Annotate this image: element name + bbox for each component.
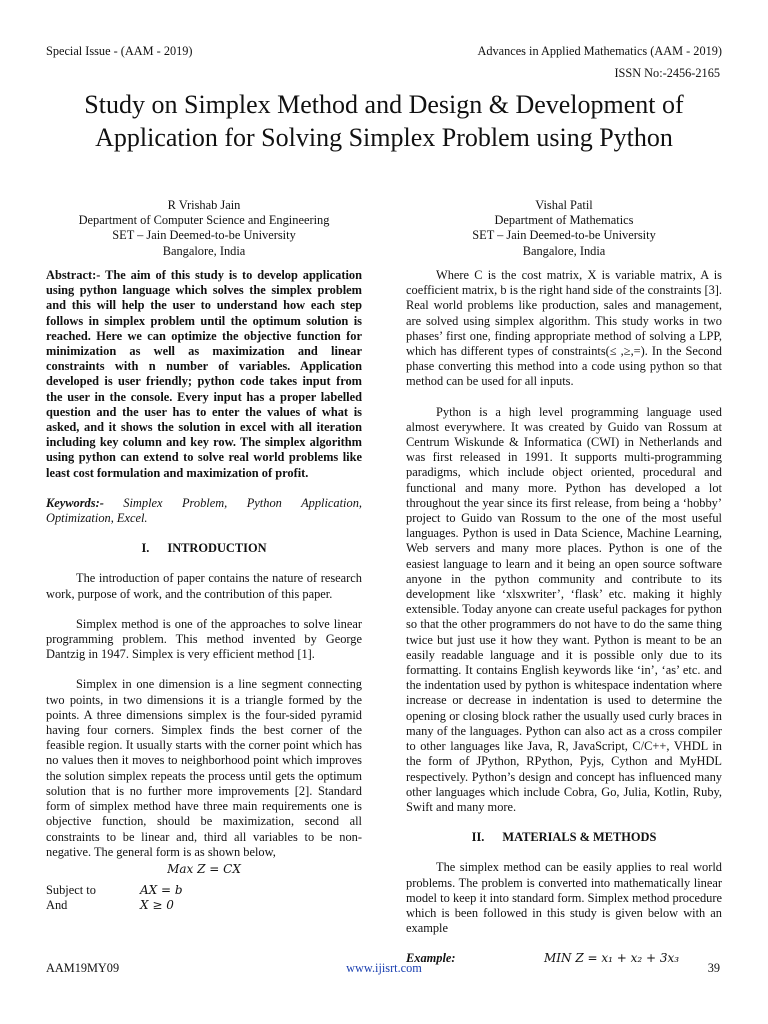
issn-number: ISSN No:-2456-2165 [614,66,720,80]
running-header-right: Advances in Applied Mathematics (AAM - 2019) [477,44,722,58]
paragraph: Simplex method is one of the approaches to solve linear programming problem. This method invented by George Dantzig in 1947. Simplex is very efficient method [1]. [46,616,362,662]
paragraph: Python is a high level programming language used almost everywhere. It was created by Guido van Rossum at Centrum Wiskunde & Informatica (CWI) in Netherlands and was first released in 1991. It supports multi-programming paradigms, which include object oriented, procedural and functional and many more. Python has developed a lot throughout the year since its first release, from being a ‘hobby’ project to Guido van Rossum to the one of the most useful languages. Python is used in Data Science, Machine Learning, Web servers and many more places. Python is one of the easiest language to learn and it being an open source software anyone in the python community and contribute to its development like ‘xlsxwriter’, ‘flask’ etc. making it highly extensible. Today anyone can create useful packages for python so that the other programmers do not have to do the same thing twice but just use it how they want. Python is meant to be an easily readable language and it is possible only due to its formatting. It contains English keywords like ‘in’, ‘as’ etc. and the indentation used by python is whitespace indentation where increase or decrease in indentation is used to determine the opening or closing block rather the usually used curly braces in many of the languages. Python can also act as a cross compiler to other languages like Java, R, JavaScript, C/C++, VHDL in the form of JPython, RPython, Pyjs, Cython and MyHDL respectively. Python’s design and concept has influenced many other languages which include Cobra, Go, Julia, Kotlin, Ruby, Swift and many more. [406,404,722,814]
author-name: Vishal Patil [535,198,593,212]
author-name: R Vrishab Jain [167,198,241,212]
constraint-row [46,883,362,898]
constraint-equation: AX = b [140,883,183,898]
section-title: INTRODUCTION [167,541,267,556]
paragraph: The introduction of paper contains the nature of research work, purpose of work, and the contribution of this paper. [46,571,362,601]
section-heading-materials-methods [406,830,722,845]
left-column [46,268,362,914]
abstract-text: The aim of this study is to develop application using python language which solves the simplex problem and this will help the user to understand how each step follows in simplex problem until the optimum solution is reached. Here we can optimize the objective function for minimization as well as maximization and linear constraints with n number of variables. Application developed is user friendly; python code takes input from the user in the console. Every input has a proper labelled question and the user has to enter the values of what is asked, and it shows the solution in excel with all iteration including key column and key row. The simplex algorithm using python can extend to solve real world problems like least cost formulation and maximization of profit. [46,268,362,480]
right-column [406,268,722,967]
keywords-text: Simplex Problem, Python Application, Optimization, Excel. [46,495,362,526]
section-heading-introduction [46,541,362,556]
and-label: And [46,898,68,913]
author-block-1 [44,198,364,259]
page-number: 39 [707,961,720,975]
paragraph: The simplex method can be easily applies to real world problems. The problem is converted into mathematically linear model to keep it into standard form. Simplex method procedure which is been followed in this study is given below with an example [406,860,722,936]
nonnegativity-equation: X ≥ 0 [140,898,174,913]
running-header-left: Special Issue - (AAM - 2019) [46,44,193,58]
author-department: Department of Mathematics [494,213,634,228]
example-label: Example: [406,951,456,966]
keywords [46,496,362,526]
footer-center [0,961,768,976]
paragraph: Where C is the cost matrix, X is variable matrix, A is coefficient matrix, b is the right hand side of the constraints [3]. Real world problems like production, sales and management, are solved using simplex algorithm. This study works in two phases’ first one, finding appropriate method of solving a LPP, which has different types of constraints(≤ ,≥,=). In the Second phase converting this method into a code using python so that method can be used for all inputs. [406,268,722,389]
section-number: I. [141,541,150,556]
abstract-label: Abstract:- [46,268,101,282]
author-city: Bangalore, India [162,243,246,258]
nonnegativity-row [46,898,362,913]
author-university: SET – Jain Deemed-to-be University [472,228,656,243]
paper-title: Study on Simplex Method and Design & Development of Application for Solving Simplex Problem using Python [84,90,684,152]
author-department: Department of Computer Science and Engineering [78,213,330,228]
author-university: SET – Jain Deemed-to-be University [112,228,296,243]
section-number: II. [471,830,485,845]
section-title: MATERIALS & METHODS [502,830,657,845]
author-block-2 [404,198,724,259]
author-city: Bangalore, India [522,243,606,258]
keywords-label: Keywords:- [46,495,104,510]
subject-to-label: Subject to [46,883,96,898]
journal-link[interactable]: www.ijisrt.com [346,961,422,975]
footer-left: AAM19MY09 [46,961,120,975]
paragraph: Simplex in one dimension is a line segment connecting two points, in two dimensions it is a triangle formed by the points. A three dimensions simplex is the four-sided pyramid having four corners. Simplex finds the best corner of the feasible region. It usually starts with the corner point which has no values then it moves to neighborhood point which improves the solution simplex repeats the process until gets the optimum solution that is no further more improvements [2]. Standard form of simplex method have three main requirements one is objective function, should be maximization, second all constraints to be linear and, third all variables to be non-negative. The general form is as shown below, [46,677,362,859]
example-equation: MIN Z = x₁ + x₂ + 3x₃ [544,951,680,966]
objective-equation [46,862,362,877]
equation-text: Max Z = CX [167,861,241,876]
abstract [46,268,362,481]
